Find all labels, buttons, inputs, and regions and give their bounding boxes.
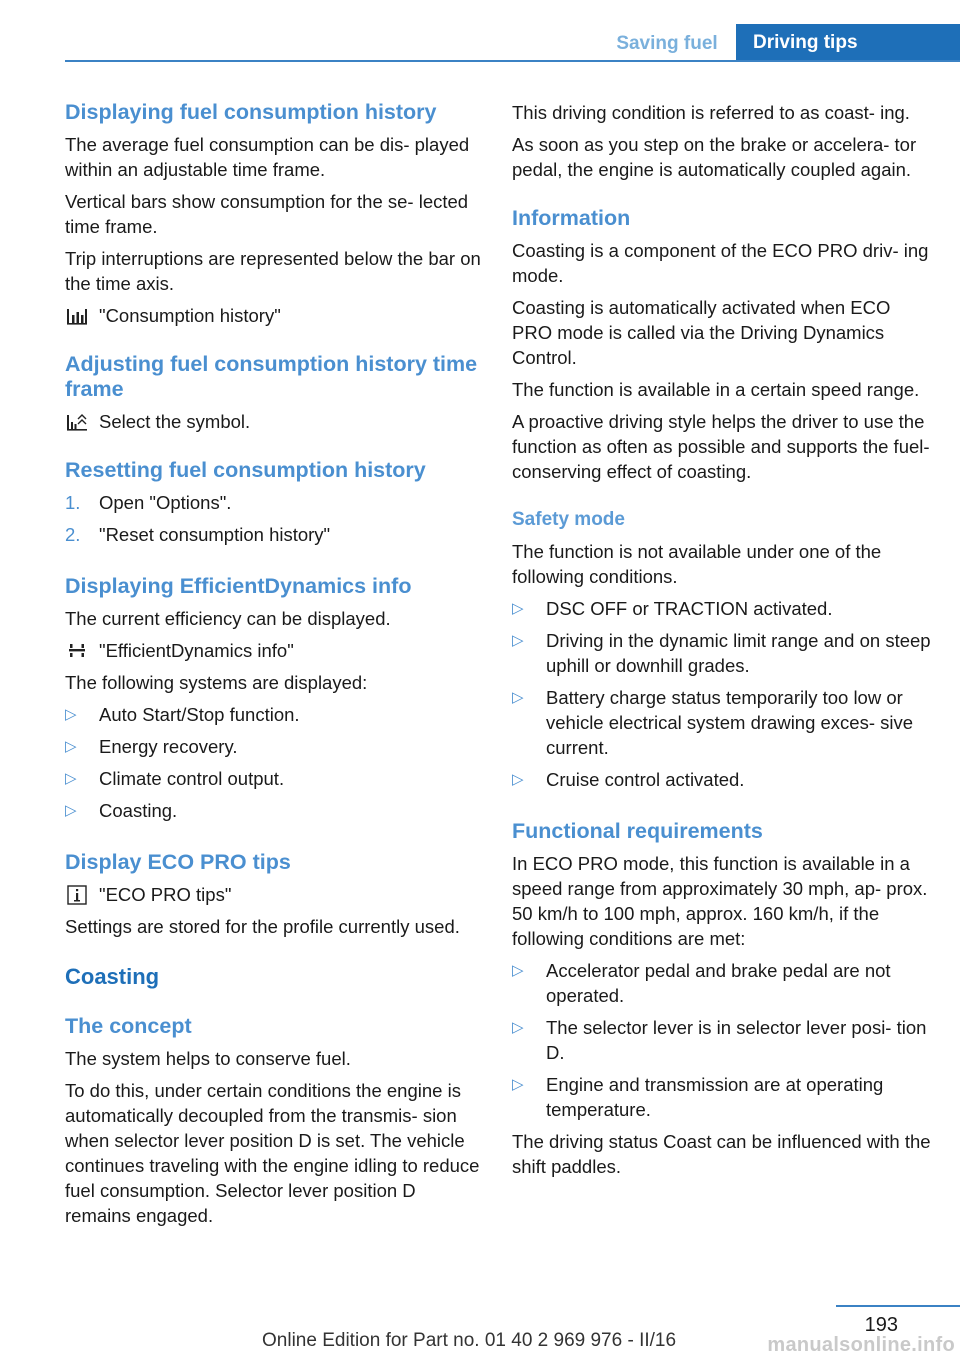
reset-steps-list: [65, 490, 483, 547]
triangle-bullet-icon: ▷: [512, 962, 524, 979]
efficient-dynamics-icon: [65, 640, 89, 662]
triangle-bullet-icon: ▷: [65, 802, 77, 819]
list-item: ▷ The selector lever is in selector lever posi‐ tion D.: [512, 1017, 927, 1063]
triangle-bullet-icon: ▷: [512, 1076, 524, 1093]
paragraph: Coasting is a component of the ECO PRO driv‐ ing mode.: [512, 240, 929, 286]
time-frame-icon: [65, 411, 89, 433]
heading-eco-pro-tips: Display ECO PRO tips: [65, 850, 291, 874]
menu-label: "EfficientDynamics info": [99, 640, 294, 661]
heading-information: Information: [512, 206, 631, 230]
requirements-list: [512, 958, 932, 1122]
menu-label: "Consumption history": [99, 305, 281, 326]
watermark: manualsonline.info: [767, 1334, 955, 1356]
heading-adjust-time-frame: Adjusting fuel consumption history time frame: [65, 352, 478, 401]
paragraph: Trip interruptions are represented below the bar on the time axis.: [65, 248, 481, 294]
list-item: ▷ Coasting.: [65, 800, 178, 821]
info-icon: [65, 884, 89, 906]
list-item: 1. Open "Options".: [65, 492, 232, 513]
left-column: [65, 100, 483, 1228]
right-column: [512, 100, 932, 1179]
triangle-bullet-icon: ▷: [65, 770, 77, 787]
paragraph: In ECO PRO mode, this function is available in a speed range from approximately 30 mph, ap‐ prox. 50 km/h to 100 mph, approx. 160 km/h, if the following conditions are met:: [512, 853, 928, 949]
footer-rule: [836, 1305, 960, 1307]
menu-efficient-dynamics: [65, 638, 483, 663]
header-tab-saving-fuel[interactable]: Saving fuel: [616, 33, 718, 54]
paragraph: The following systems are displayed:: [65, 672, 368, 693]
triangle-bullet-icon: ▷: [512, 632, 524, 649]
paragraph: To do this, under certain conditions the engine is automatically decoupled from the transmis‐ sion when selector lever position D is set. The vehicle continues traveling with the engine idling to reduce fuel consumption. Selector lever position D remains engaged.: [65, 1080, 480, 1226]
heading-concept: The concept: [65, 1014, 192, 1038]
triangle-bullet-icon: ▷: [65, 706, 77, 723]
triangle-bullet-icon: ▷: [512, 1019, 524, 1036]
header-rule: [65, 60, 960, 62]
triangle-bullet-icon: ▷: [65, 738, 77, 755]
paragraph: The function is available in a certain speed range.: [512, 379, 920, 400]
list-item: ▷ DSC OFF or TRACTION activated.: [512, 598, 833, 619]
page-number: 193: [864, 1314, 898, 1336]
edition-text: Online Edition for Part no. 01 40 2 969 976 - II/16: [262, 1330, 677, 1351]
list-item: ▷ Driving in the dynamic limit range and on steep uphill or downhill grades.: [512, 630, 931, 676]
menu-eco-pro-tips: [65, 882, 483, 907]
header-tab-driving-tips[interactable]: Driving tips: [736, 24, 960, 62]
list-item: ▷ Auto Start/Stop function.: [65, 704, 300, 725]
list-item: ▷ Cruise control activated.: [512, 769, 745, 790]
paragraph: This driving condition is referred to as coast‐ ing.: [512, 102, 910, 123]
systems-list: [65, 702, 483, 823]
heading-coasting: Coasting: [65, 964, 160, 989]
list-item: ▷ Battery charge status temporarily too low or vehicle electrical system drawing exces‐ sive current.: [512, 687, 914, 758]
paragraph: Coasting is automatically activated when ECO PRO mode is called via the Driving Dynamics Control.: [512, 297, 891, 368]
paragraph: As soon as you step on the brake or accelera‐ tor pedal, the engine is automatically coupled again.: [512, 134, 917, 180]
menu-label: Select the symbol.: [99, 411, 251, 432]
triangle-bullet-icon: ▷: [512, 771, 524, 788]
paragraph: The driving status Coast can be influenced with the shift paddles.: [512, 1131, 931, 1177]
heading-reset-history: Resetting fuel consumption history: [65, 458, 426, 482]
heading-efficient-dynamics: Displaying EfficientDynamics info: [65, 574, 412, 598]
paragraph: Settings are stored for the profile currently used.: [65, 916, 460, 937]
list-item: ▷ Accelerator pedal and brake pedal are not operated.: [512, 960, 891, 1006]
list-item: ▷ Energy recovery.: [65, 736, 238, 757]
paragraph: The function is not available under one of the following conditions.: [512, 541, 882, 587]
triangle-bullet-icon: ▷: [512, 600, 524, 617]
list-item: ▷ Engine and transmission are at operating temperature.: [512, 1074, 884, 1120]
paragraph: The average fuel consumption can be dis‐ played within an adjustable time frame.: [65, 134, 470, 180]
paragraph: The current efficiency can be displayed.: [65, 608, 391, 629]
heading-consumption-history: Displaying fuel consumption history: [65, 100, 437, 124]
safety-conditions-list: [512, 596, 932, 792]
bar-chart-icon: [65, 305, 89, 327]
heading-functional-requirements: Functional requirements: [512, 819, 763, 843]
paragraph: A proactive driving style helps the driver to use the function as often as possible and supports the fuel-conserving effect of coasting.: [512, 411, 930, 482]
menu-adjust-time-frame: [65, 409, 483, 434]
menu-consumption-history: [65, 303, 483, 328]
paragraph: Vertical bars show consumption for the se‐ lected time frame.: [65, 191, 469, 237]
triangle-bullet-icon: ▷: [512, 689, 524, 706]
paragraph: The system helps to conserve fuel.: [65, 1048, 351, 1069]
menu-label: "ECO PRO tips": [99, 884, 232, 905]
list-item: 2. "Reset consumption history": [65, 524, 331, 545]
heading-safety-mode: Safety mode: [512, 509, 625, 530]
list-item: ▷ Climate control output.: [65, 768, 285, 789]
